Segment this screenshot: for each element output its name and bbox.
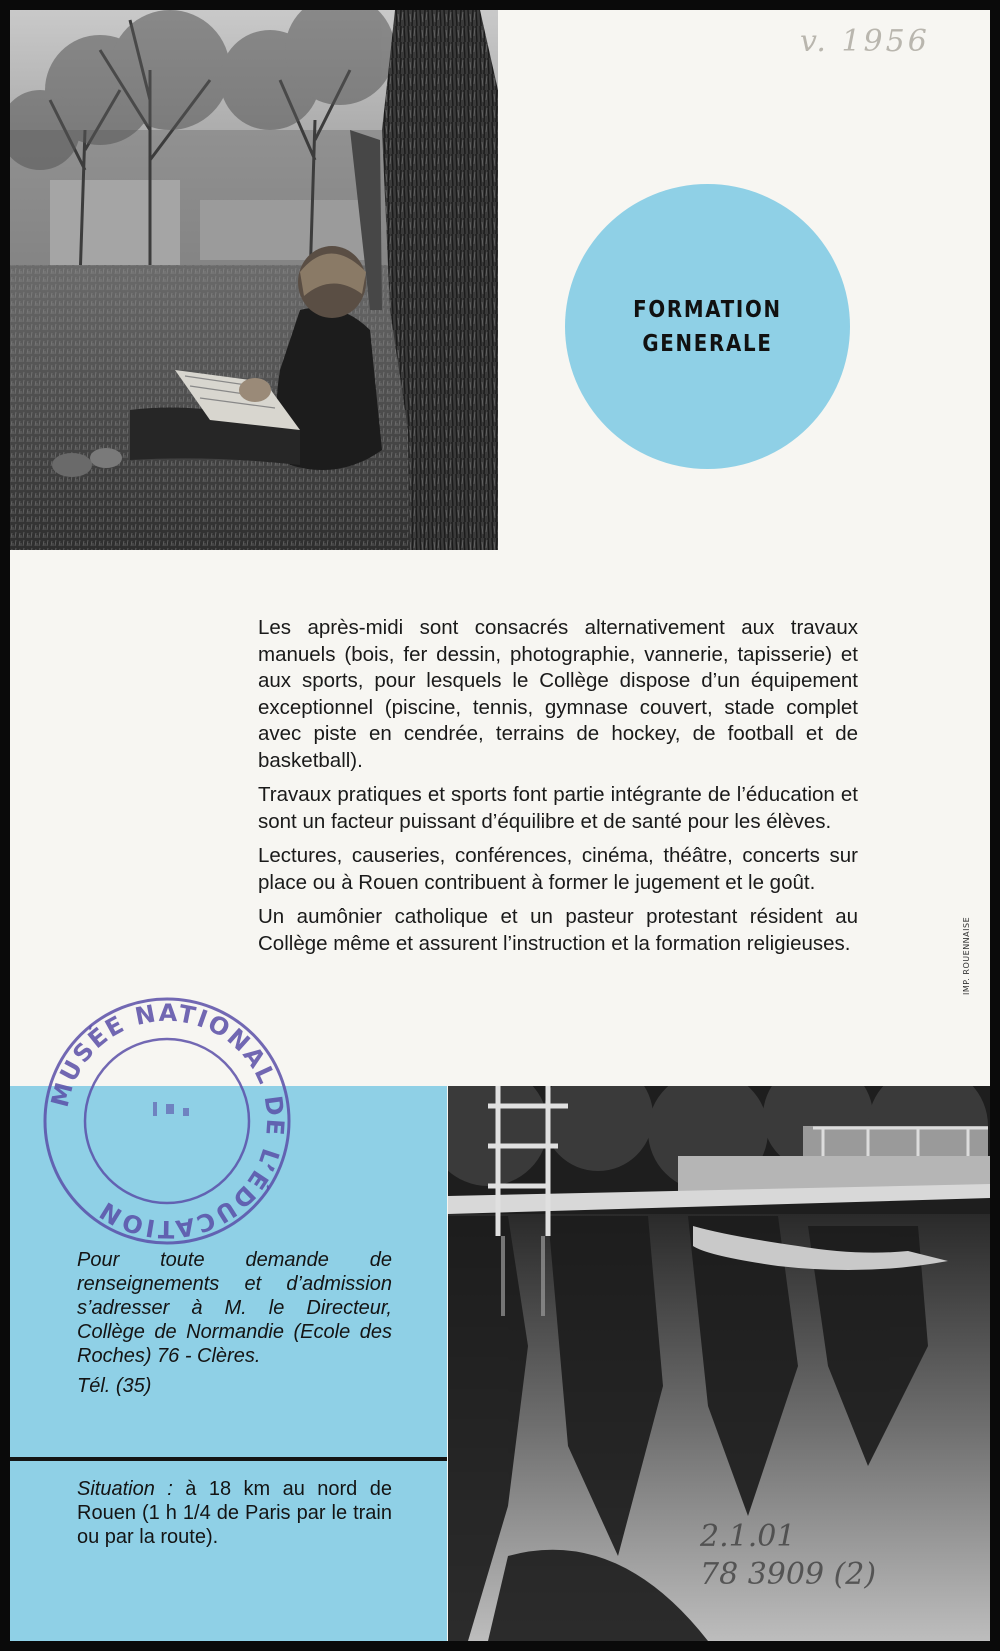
section-title-circle: [565, 184, 850, 469]
photo-boy-reading-image: [10, 10, 498, 550]
situation-text: à 18 km au nord de Rouen (1 h 1/4 de Paris par le train ou par la route).: [77, 1478, 392, 1548]
paragraph-activities: Les après-midi sont consacrés alternativement aux travaux manuels (bois, fer dessin, photographie, vannerie, tapisserie) et aux sports, pour lesquels le Collège dispose d’un équipement exceptionnel (piscine, tennis, gymnase couvert, stade complet avec piste en cendrée, terrains de hockey, de football et de basketball).: [258, 616, 858, 772]
panel-divider: [10, 1457, 447, 1461]
museum-stamp: [38, 992, 296, 1250]
paragraph-religion: Un aumônier catholique et un pasteur protestant résident au Collège même et assurent l’instruction et la formation religieuses.: [258, 905, 858, 955]
section-title-line-1: FORMATION: [633, 296, 782, 323]
archive-note-line-2: 78 3909 (2): [700, 1557, 877, 1592]
stamp-text: MUSÉE NATIONAL DE L’ÉDUCATION: [45, 998, 290, 1244]
archive-handwritten-number: [700, 1518, 876, 1594]
section-title-line-2: GENERALE: [642, 330, 773, 357]
svg-text:MUSÉE NATIONAL DE L’ÉDUCATION: [46, 999, 290, 1243]
brochure-page: [10, 10, 990, 1641]
contact-text: Pour toute demande de renseignements et d’admission s’adresser à M. le Directeur, Collège de Normandie (Ecole des Roches) 76 - Clères.: [77, 1249, 392, 1367]
paragraph-culture: Lectures, causeries, conférences, cinéma, théâtre, concerts sur place ou à Rouen contribuent à former le jugement et le goût.: [258, 844, 858, 894]
archive-note-line-1: 2.1.01: [700, 1519, 796, 1554]
situation-block: [77, 1477, 392, 1549]
contact-tel: Tél. (35): [77, 1375, 152, 1397]
body-text: [258, 615, 858, 965]
situation-label: Situation :: [77, 1478, 173, 1500]
pencil-annotation: v. 1956: [800, 24, 930, 59]
photo-boy-reading-under-tree: [10, 10, 498, 550]
printer-credit: IMP. ROUENNAISE: [962, 916, 971, 995]
contact-block: [77, 1248, 392, 1404]
section-title: [633, 293, 782, 361]
paragraph-sports: Travaux pratiques et sports font partie intégrante de l’éducation et sont un facteur puissant d’équilibre et de santé pour les élèves.: [258, 783, 858, 833]
